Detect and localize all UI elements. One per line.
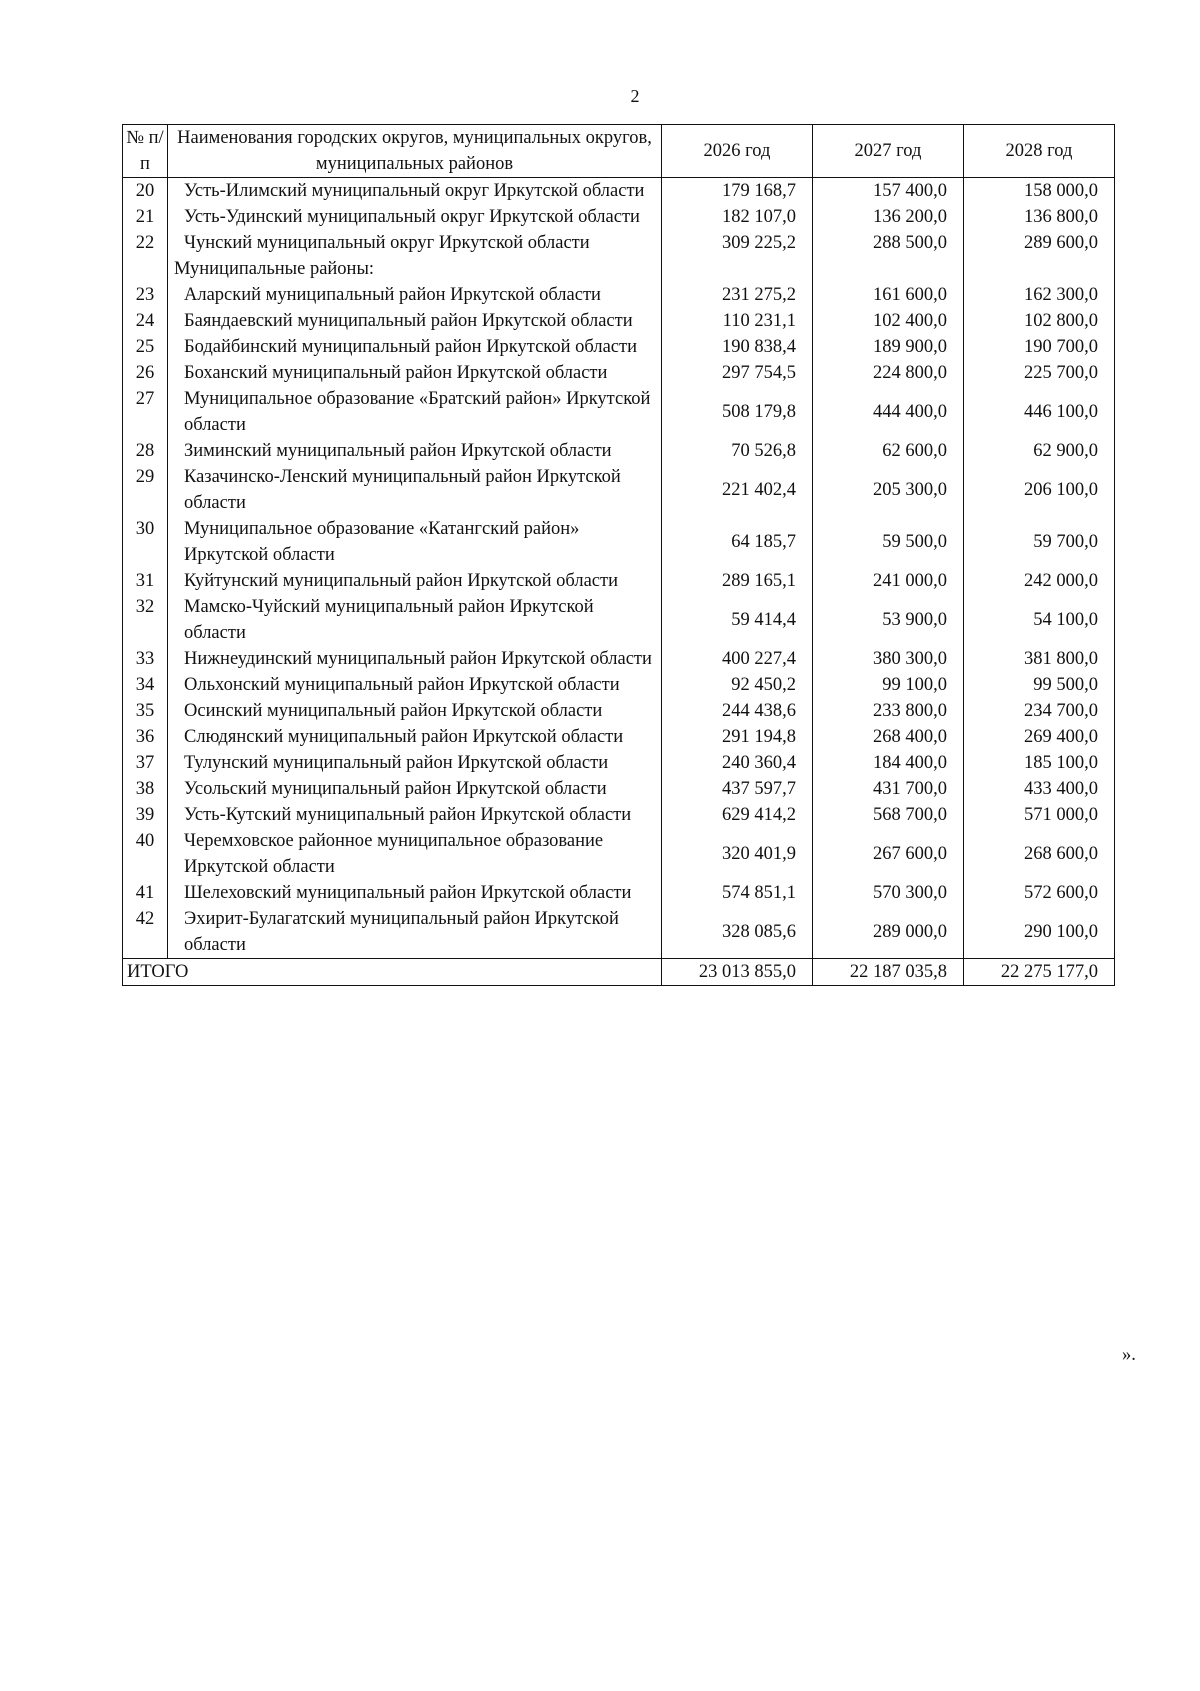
row-value-2028: 136 800,0 <box>964 204 1115 230</box>
header-num: № п/п <box>123 125 168 178</box>
row-name: Усольский муниципальный район Иркутской области <box>168 776 662 802</box>
row-value-2026: 231 275,2 <box>662 282 813 308</box>
row-name: Черемховское районное муниципальное образование Иркутской области <box>168 828 662 880</box>
section-empty-2026 <box>662 256 813 282</box>
row-number: 26 <box>123 360 168 386</box>
row-value-2026: 110 231,1 <box>662 308 813 334</box>
row-number: 41 <box>123 880 168 906</box>
table-row <box>123 672 1115 698</box>
row-value-2027: 444 400,0 <box>813 386 964 438</box>
row-value-2027: 267 600,0 <box>813 828 964 880</box>
row-number: 23 <box>123 282 168 308</box>
row-value-2028: 62 900,0 <box>964 438 1115 464</box>
table-row <box>123 724 1115 750</box>
row-value-2028: 381 800,0 <box>964 646 1115 672</box>
row-value-2028: 446 100,0 <box>964 386 1115 438</box>
row-value-2027: 570 300,0 <box>813 880 964 906</box>
table-row <box>123 750 1115 776</box>
row-value-2026: 240 360,4 <box>662 750 813 776</box>
row-value-2027: 233 800,0 <box>813 698 964 724</box>
row-number: 31 <box>123 568 168 594</box>
row-value-2027: 161 600,0 <box>813 282 964 308</box>
row-value-2028: 269 400,0 <box>964 724 1115 750</box>
total-label: ИТОГО <box>123 959 662 986</box>
row-value-2026: 190 838,4 <box>662 334 813 360</box>
row-name: Мамско-Чуйский муниципальный район Иркутской области <box>168 594 662 646</box>
row-value-2027: 241 000,0 <box>813 568 964 594</box>
row-name: Ольхонский муниципальный район Иркутской области <box>168 672 662 698</box>
row-name: Нижнеудинский муниципальный район Иркутской области <box>168 646 662 672</box>
row-name: Усть-Илимский муниципальный округ Иркутской области <box>168 178 662 205</box>
section-num-cell <box>123 256 168 282</box>
row-value-2026: 59 414,4 <box>662 594 813 646</box>
row-value-2026: 70 526,8 <box>662 438 813 464</box>
table-row <box>123 204 1115 230</box>
table-row <box>123 464 1115 516</box>
row-value-2027: 288 500,0 <box>813 230 964 256</box>
row-name: Слюдянский муниципальный район Иркутской области <box>168 724 662 750</box>
row-value-2028: 206 100,0 <box>964 464 1115 516</box>
row-value-2027: 59 500,0 <box>813 516 964 568</box>
section-label: Муниципальные районы: <box>168 256 662 282</box>
row-value-2026: 400 227,4 <box>662 646 813 672</box>
row-value-2026: 328 085,6 <box>662 906 813 959</box>
row-value-2028: 59 700,0 <box>964 516 1115 568</box>
section-row-group <box>123 256 1115 282</box>
table-row <box>123 568 1115 594</box>
row-name: Эхирит-Булагатский муниципальный район Иркутской области <box>168 906 662 959</box>
row-value-2027: 53 900,0 <box>813 594 964 646</box>
row-value-2027: 99 100,0 <box>813 672 964 698</box>
row-number: 30 <box>123 516 168 568</box>
header-2028: 2028 год <box>964 125 1115 178</box>
table-row <box>123 282 1115 308</box>
section-empty-2027 <box>813 256 964 282</box>
row-number: 35 <box>123 698 168 724</box>
row-name: Тулунский муниципальный район Иркутской области <box>168 750 662 776</box>
row-name: Муниципальное образование «Братский район» Иркутской области <box>168 386 662 438</box>
row-value-2027: 431 700,0 <box>813 776 964 802</box>
row-value-2028: 185 100,0 <box>964 750 1115 776</box>
closing-quote-mark: ». <box>1122 1345 1136 1365</box>
table-row <box>123 646 1115 672</box>
row-number: 27 <box>123 386 168 438</box>
table-row <box>123 594 1115 646</box>
row-name: Бодайбинский муниципальный район Иркутской области <box>168 334 662 360</box>
row-value-2026: 64 185,7 <box>662 516 813 568</box>
row-value-2027: 224 800,0 <box>813 360 964 386</box>
row-number: 38 <box>123 776 168 802</box>
table-row <box>123 906 1115 959</box>
row-value-2026: 182 107,0 <box>662 204 813 230</box>
row-name: Куйтунский муниципальный район Иркутской области <box>168 568 662 594</box>
row-number: 29 <box>123 464 168 516</box>
row-value-2027: 268 400,0 <box>813 724 964 750</box>
section-row <box>123 256 1115 282</box>
row-value-2027: 380 300,0 <box>813 646 964 672</box>
header-name: Наименования городских округов, муниципальных округов, муниципальных районов <box>168 125 662 178</box>
row-value-2026: 320 401,9 <box>662 828 813 880</box>
row-value-2028: 54 100,0 <box>964 594 1115 646</box>
table-row <box>123 386 1115 438</box>
row-value-2028: 162 300,0 <box>964 282 1115 308</box>
row-number: 32 <box>123 594 168 646</box>
row-number: 42 <box>123 906 168 959</box>
table-row <box>123 334 1115 360</box>
table-body-okruga <box>123 178 1115 257</box>
row-value-2028: 225 700,0 <box>964 360 1115 386</box>
row-number: 36 <box>123 724 168 750</box>
row-value-2028: 99 500,0 <box>964 672 1115 698</box>
row-value-2028: 289 600,0 <box>964 230 1115 256</box>
row-number: 39 <box>123 802 168 828</box>
row-value-2027: 102 400,0 <box>813 308 964 334</box>
row-value-2028: 102 800,0 <box>964 308 1115 334</box>
row-value-2028: 234 700,0 <box>964 698 1115 724</box>
row-value-2026: 309 225,2 <box>662 230 813 256</box>
row-value-2026: 221 402,4 <box>662 464 813 516</box>
row-value-2026: 244 438,6 <box>662 698 813 724</box>
row-value-2026: 629 414,2 <box>662 802 813 828</box>
row-value-2028: 158 000,0 <box>964 178 1115 205</box>
row-number: 22 <box>123 230 168 256</box>
row-value-2028: 433 400,0 <box>964 776 1115 802</box>
row-value-2027: 62 600,0 <box>813 438 964 464</box>
row-name: Баяндаевский муниципальный район Иркутской области <box>168 308 662 334</box>
row-value-2026: 508 179,8 <box>662 386 813 438</box>
row-value-2028: 572 600,0 <box>964 880 1115 906</box>
row-value-2026: 437 597,7 <box>662 776 813 802</box>
row-value-2027: 189 900,0 <box>813 334 964 360</box>
row-name: Аларский муниципальный район Иркутской области <box>168 282 662 308</box>
header-2027: 2027 год <box>813 125 964 178</box>
table-row <box>123 178 1115 205</box>
row-number: 24 <box>123 308 168 334</box>
row-value-2028: 290 100,0 <box>964 906 1115 959</box>
table-row <box>123 828 1115 880</box>
row-value-2026: 179 168,7 <box>662 178 813 205</box>
table-row <box>123 880 1115 906</box>
row-value-2028: 190 700,0 <box>964 334 1115 360</box>
row-value-2027: 205 300,0 <box>813 464 964 516</box>
row-name: Чунский муниципальный округ Иркутской области <box>168 230 662 256</box>
total-2027: 22 187 035,8 <box>813 959 964 986</box>
row-number: 21 <box>123 204 168 230</box>
row-name: Усть-Удинский муниципальный округ Иркутской области <box>168 204 662 230</box>
row-value-2026: 289 165,1 <box>662 568 813 594</box>
row-number: 25 <box>123 334 168 360</box>
row-value-2026: 297 754,5 <box>662 360 813 386</box>
row-number: 33 <box>123 646 168 672</box>
total-2028: 22 275 177,0 <box>964 959 1115 986</box>
row-value-2028: 268 600,0 <box>964 828 1115 880</box>
row-value-2026: 291 194,8 <box>662 724 813 750</box>
row-number: 37 <box>123 750 168 776</box>
row-name: Осинский муниципальный район Иркутской области <box>168 698 662 724</box>
table-row <box>123 438 1115 464</box>
table-row <box>123 360 1115 386</box>
table-row <box>123 516 1115 568</box>
header-2026: 2026 год <box>662 125 813 178</box>
page-number: 2 <box>630 86 640 106</box>
row-value-2027: 289 000,0 <box>813 906 964 959</box>
row-name: Казачинско-Ленский муниципальный район Иркутской области <box>168 464 662 516</box>
budget-table <box>122 124 1115 986</box>
row-number: 28 <box>123 438 168 464</box>
row-name: Муниципальное образование «Катангский район» Иркутской области <box>168 516 662 568</box>
row-name: Боханский муниципальный район Иркутской области <box>168 360 662 386</box>
row-value-2028: 242 000,0 <box>964 568 1115 594</box>
row-name: Усть-Кутский муниципальный район Иркутской области <box>168 802 662 828</box>
row-value-2027: 136 200,0 <box>813 204 964 230</box>
row-number: 34 <box>123 672 168 698</box>
total-row <box>123 959 1115 986</box>
total-2026: 23 013 855,0 <box>662 959 813 986</box>
table-row <box>123 230 1115 256</box>
row-value-2026: 574 851,1 <box>662 880 813 906</box>
row-value-2028: 571 000,0 <box>964 802 1115 828</box>
row-value-2026: 92 450,2 <box>662 672 813 698</box>
table-row <box>123 776 1115 802</box>
row-name: Шелеховский муниципальный район Иркутской области <box>168 880 662 906</box>
section-empty-2028 <box>964 256 1115 282</box>
table-row <box>123 698 1115 724</box>
table-row <box>123 308 1115 334</box>
table-row <box>123 802 1115 828</box>
row-value-2027: 157 400,0 <box>813 178 964 205</box>
row-name: Зиминский муниципальный район Иркутской области <box>168 438 662 464</box>
table-header-row <box>123 125 1115 178</box>
table-body-rayony <box>123 282 1115 959</box>
row-value-2027: 184 400,0 <box>813 750 964 776</box>
row-number: 20 <box>123 178 168 205</box>
row-value-2027: 568 700,0 <box>813 802 964 828</box>
row-number: 40 <box>123 828 168 880</box>
